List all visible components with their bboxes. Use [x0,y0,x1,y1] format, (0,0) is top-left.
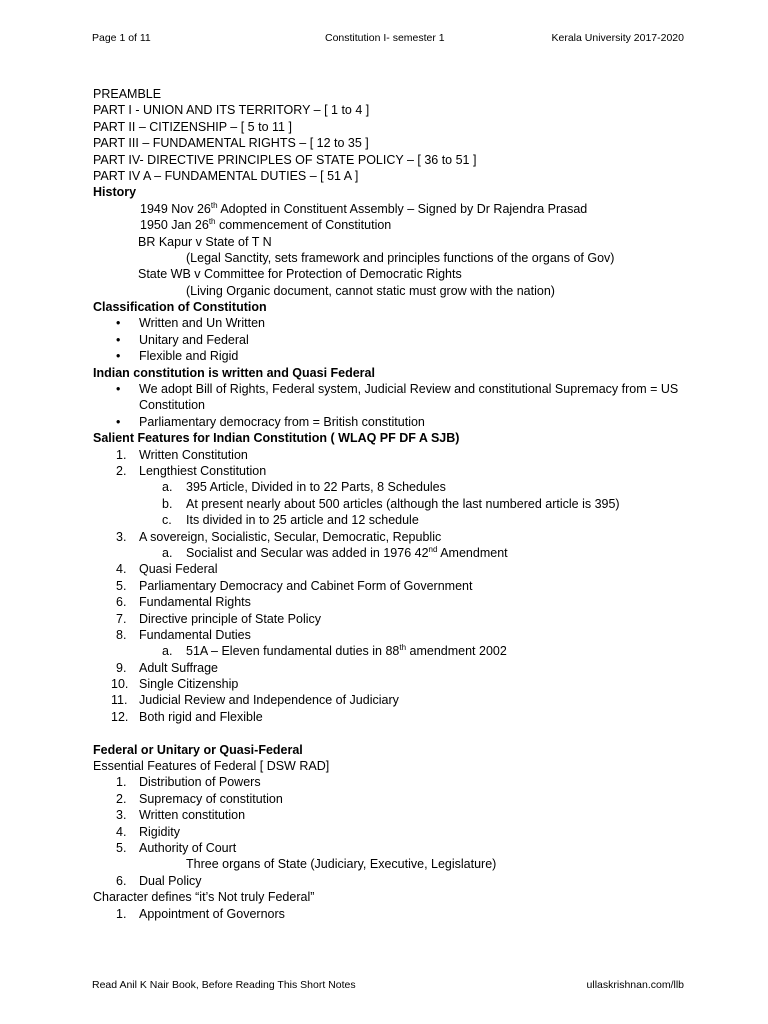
numbered-item: 1. Written Constitution [116,447,248,462]
page-footer [92,977,684,993]
numbered-item: 2. Lengthiest Constitution [116,464,267,479]
footer-site: ullaskrishnan.com/llb [586,979,684,991]
part-line: PART III – FUNDAMENTAL RIGHTS – [ 12 to 35 ] [93,136,369,151]
history-heading: History [93,185,137,200]
case-name: BR Kapur v State of T N [138,234,272,249]
numbered-item: 4. Quasi Federal [116,562,218,577]
bullet-item: • Unitary and Federal [116,332,249,347]
federal-heading: Federal or Unitary or Quasi-Federal [93,742,303,757]
numbered-item: 6. Dual Policy [116,873,202,888]
part-line: PART IV A – FUNDAMENTAL DUTIES – [ 51 A ] [93,168,359,183]
character-line: Character defines “it’s Not truly Federal” [93,890,315,905]
footer-note: Read Anil K Nair Book, Before Reading This Short Notes [92,979,356,991]
case-note: (Living Organic document, cannot static must grow with the nation) [186,283,555,298]
history-line: 1950 Jan 26th commencement of Constitution [140,216,392,233]
bullet-item: • Parliamentary democracy from = British constitution [116,414,425,429]
sub-item: a. 395 Article, Divided in to 22 Parts, 8 Schedules [162,480,446,495]
organs-note: Three organs of State (Judiciary, Executive, Legislature) [186,857,497,872]
part-line: PREAMBLE [93,87,162,101]
numbered-item: 11. Judicial Review and Independence of Judiciary [111,693,399,708]
course-title: Constitution I- semester 1 [325,32,445,44]
numbered-item: 1. Appointment of Governors [116,906,285,921]
university-label: Kerala University 2017-2020 [551,32,684,44]
essential-features-line: Essential Features of Federal [ DSW RAD] [93,759,330,774]
numbered-item: 3. A sovereign, Socialistic, Secular, Democratic, Republic [116,529,442,544]
case-note: (Legal Sanctity, sets framework and principles functions of the organs of Gov) [186,250,615,265]
page-number: Page 1 of 11 [92,32,151,44]
indian-constitution-heading: Indian constitution is written and Quasi Federal [93,365,375,380]
numbered-item: 3. Written constitution [116,808,246,823]
part-line: PART IV- DIRECTIVE PRINCIPLES OF STATE POLICY – [ 36 to 51 ] [93,152,477,167]
page-header [92,30,684,46]
part-line: PART I - UNION AND ITS TERRITORY – [ 1 to 4 ] [93,103,370,118]
case-name: State WB v Committee for Protection of Democratic Rights [138,267,462,282]
bullet-item: • Flexible and Rigid [116,349,239,364]
numbered-item: 1. Distribution of Powers [116,775,261,790]
numbered-item: 6. Fundamental Rights [116,595,251,610]
numbered-item: 5. Authority of Court [116,841,237,855]
classification-heading: Classification of Constitution [93,300,267,315]
sub-item: c. Its divided in to 25 article and 12 schedule [162,513,419,528]
bullet-item: • Written and Un Written [116,316,265,331]
blank-line [93,725,693,741]
numbered-item: 7. Directive principle of State Policy [116,611,322,626]
history-line: 1949 Nov 26th Adopted in Constituent Assembly – Signed by Dr Rajendra Prasad [140,200,588,216]
numbered-item: 4. Rigidity [116,824,180,839]
bullet-item: • We adopt Bill of Rights, Federal system, Judicial Review and constitutional Supremacy from = US Constitution [116,382,679,413]
part-line: PART II – CITIZENSHIP – [ 5 to 11 ] [93,119,292,134]
numbered-item: 12. Both rigid and Flexible [111,709,263,724]
document-body [93,86,693,922]
sub-item: a. Socialist and Secular was added in 1976 42nd Amendment [162,544,508,560]
sub-item: b. At present nearly about 500 articles (although the last numbered article is 395) [162,496,620,511]
numbered-item: 9. Adult Suffrage [116,660,218,675]
numbered-item: 5. Parliamentary Democracy and Cabinet Form of Government [116,578,473,593]
sub-item: a. 51A – Eleven fundamental duties in 88th amendment 2002 [162,643,507,659]
numbered-item: 10. Single Citizenship [111,677,239,692]
numbered-item: 8. Fundamental Duties [116,627,251,642]
salient-heading: Salient Features for Indian Constitution ( WLAQ PF DF A SJB) [93,431,460,446]
numbered-item: 2. Supremacy of constitution [116,791,283,806]
